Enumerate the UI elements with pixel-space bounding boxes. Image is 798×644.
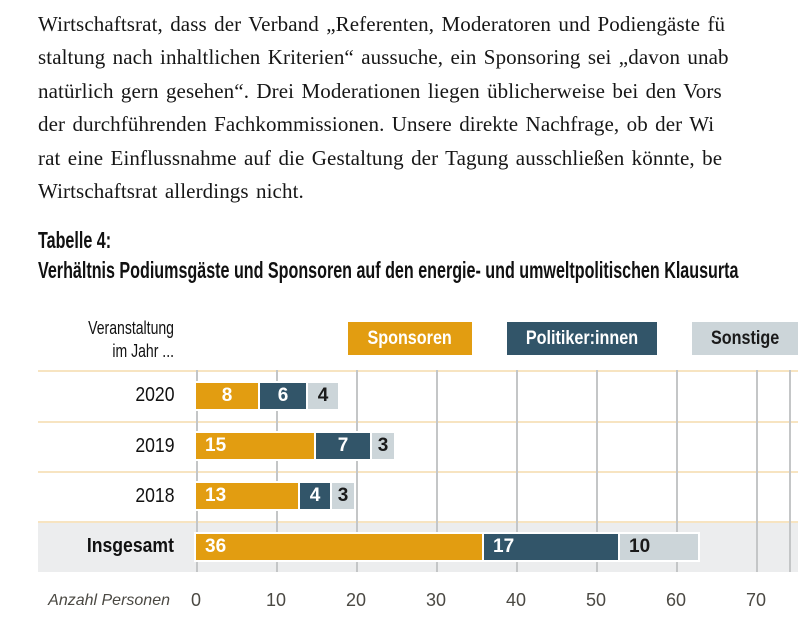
left-axis-title-line: Veranstaltung (88, 318, 174, 338)
bar-value-label: 10 (629, 535, 651, 557)
gridline (756, 370, 758, 572)
category-label (0, 471, 174, 521)
category-label-text: 2020 (134, 384, 174, 406)
x-tick-label: 50 (585, 590, 607, 610)
category-label-text: 2019 (134, 434, 174, 457)
legend-item-label: Politiker:innen (525, 327, 639, 349)
bar (194, 481, 356, 511)
bar-segment (196, 534, 482, 560)
table-caption-title: Verhältnis Podiumsgäste und Sponsoren auf den energie- und umweltpolitischen Klausurta (38, 257, 739, 283)
bar-value-label: 6 (277, 384, 289, 406)
x-tick-label: 20 (345, 590, 367, 610)
category-label (0, 521, 174, 572)
body-text-line: der durchführenden Fachkommissionen. Unsere direkte Nachfrage, ob der Wi (38, 112, 715, 137)
bar (194, 381, 340, 411)
bar-segment (300, 483, 330, 509)
bar-value-label: 13 (205, 485, 227, 506)
x-tick-label: 60 (665, 590, 687, 610)
body-text-line: staltung nach inhaltlichen Kriterien“ aussuche, ein Sponsoring sei „davon unab (38, 45, 729, 70)
body-text-line: Wirtschaftsrat allerdings nicht. (38, 179, 304, 204)
body-text-line: natürlich gern gesehen“. Drei Moderationen liegen üblicherweise bei den Vors (38, 78, 722, 103)
category-label (0, 421, 174, 471)
body-text-line: Wirtschaftsrat, dass der Verband „Referenten, Moderatoren und Podiengäste fü (38, 12, 726, 36)
bar-segment (372, 433, 394, 459)
bar-value-label: 4 (309, 485, 321, 506)
category-label (0, 370, 174, 421)
x-tick-label: 10 (265, 590, 287, 610)
x-tick-label: 70 (745, 590, 767, 610)
bar-value-label: 15 (205, 435, 227, 456)
bar (194, 532, 700, 562)
bar-segment (484, 534, 618, 560)
x-tick-label: 40 (505, 590, 527, 610)
bar-segment (196, 483, 298, 509)
bar-value-label: 3 (337, 485, 349, 506)
bar-value-label: 4 (317, 384, 329, 406)
legend-item-label: Sponsoren (367, 327, 453, 349)
bar-value-label: 17 (493, 535, 515, 557)
category-label-text: 2018 (134, 484, 174, 507)
x-axis-title: Anzahl Personen (48, 592, 170, 609)
bar-value-label: 7 (337, 435, 349, 456)
table-caption-label: Tabelle 4: (38, 227, 112, 253)
bar-segment (308, 383, 338, 409)
category-label-text: Insgesamt (86, 535, 174, 557)
bar (194, 431, 396, 461)
bar-value-label: 36 (205, 535, 227, 557)
bar-segment (260, 383, 306, 409)
left-axis-title-line: im Jahr ... (112, 341, 174, 361)
legend-item-label: Sonstige (710, 327, 780, 349)
bar-segment (196, 433, 314, 459)
bar-value-label: 3 (377, 435, 389, 456)
bar-segment (196, 383, 258, 409)
bar-segment (316, 433, 370, 459)
bar-segment (332, 483, 354, 509)
gridline (789, 370, 791, 572)
x-tick-label: 0 (190, 590, 201, 610)
bar-segment (620, 534, 698, 560)
body-text-line: rat eine Einflussnahme auf die Gestaltung der Tagung ausschließen könnte, be (38, 145, 723, 170)
x-tick-label: 30 (425, 590, 447, 610)
bar-value-label: 8 (221, 384, 233, 406)
